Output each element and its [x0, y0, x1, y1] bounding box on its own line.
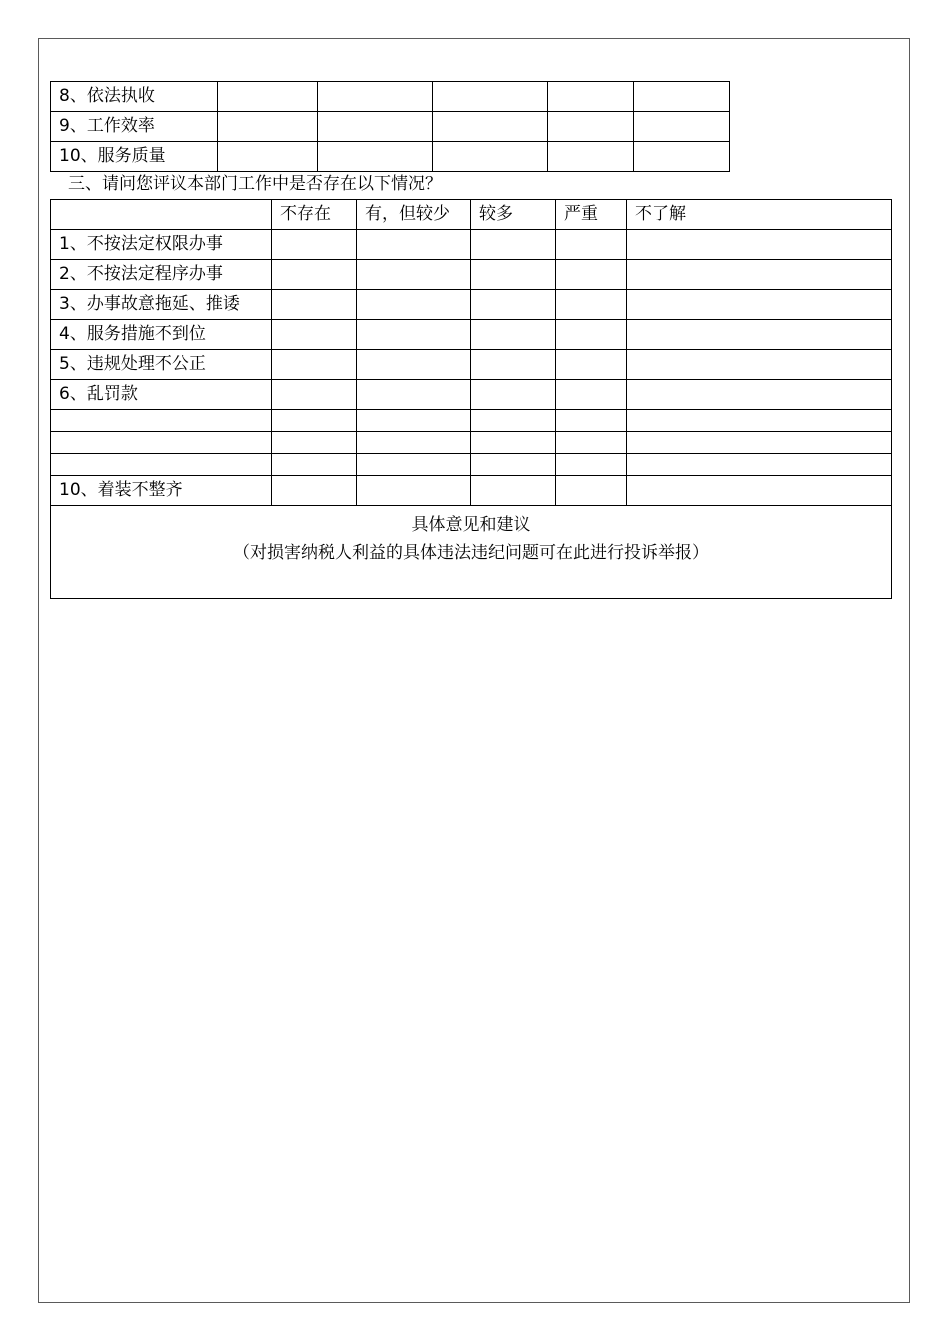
- rating-cell[interactable]: [318, 112, 433, 142]
- check-cell[interactable]: [272, 454, 357, 476]
- opinion-title: 具体意见和建议: [411, 515, 531, 535]
- rating-cell[interactable]: [634, 112, 730, 142]
- check-cell[interactable]: [357, 230, 471, 260]
- rating-cell[interactable]: [318, 82, 433, 112]
- opinion-note: （对损害纳税人利益的具体违法违纪问题可在此进行投诉举报）: [233, 543, 709, 563]
- row-label: [51, 432, 272, 454]
- check-cell[interactable]: [556, 290, 627, 320]
- rating-cell[interactable]: [634, 82, 730, 112]
- row-label: 2、不按法定程序办事: [51, 260, 272, 290]
- check-cell[interactable]: [627, 290, 892, 320]
- check-cell[interactable]: [357, 476, 471, 506]
- row-label: [51, 410, 272, 432]
- table-row: [51, 230, 892, 260]
- check-cell[interactable]: [556, 350, 627, 380]
- table-row: [51, 476, 892, 506]
- rating-cell[interactable]: [218, 142, 318, 172]
- check-cell[interactable]: [556, 320, 627, 350]
- rating-cell[interactable]: [548, 142, 634, 172]
- row-label: 5、违规处理不公正: [51, 350, 272, 380]
- row-label: 1、不按法定权限办事: [51, 230, 272, 260]
- table-row: [51, 410, 892, 432]
- check-cell[interactable]: [471, 260, 556, 290]
- check-cell[interactable]: [471, 432, 556, 454]
- column-header-unknown: 不了解: [627, 200, 892, 230]
- check-cell[interactable]: [627, 432, 892, 454]
- check-cell[interactable]: [357, 454, 471, 476]
- check-cell[interactable]: [272, 476, 357, 506]
- table-header-row: [51, 200, 892, 230]
- check-cell[interactable]: [556, 380, 627, 410]
- row-label: 9、工作效率: [51, 112, 218, 142]
- check-cell[interactable]: [357, 290, 471, 320]
- situation-table: [50, 199, 892, 599]
- check-cell[interactable]: [627, 476, 892, 506]
- table-row: [51, 320, 892, 350]
- row-label: 8、依法执收: [51, 82, 218, 112]
- check-cell[interactable]: [471, 380, 556, 410]
- check-cell[interactable]: [471, 454, 556, 476]
- check-cell[interactable]: [272, 290, 357, 320]
- row-label: 10、服务质量: [51, 142, 218, 172]
- row-label: 10、着装不整齐: [51, 476, 272, 506]
- opinion-row: [51, 506, 892, 599]
- check-cell[interactable]: [471, 320, 556, 350]
- check-cell[interactable]: [272, 432, 357, 454]
- table-row: [51, 432, 892, 454]
- table-row: [51, 112, 730, 142]
- check-cell[interactable]: [627, 350, 892, 380]
- check-cell[interactable]: [556, 432, 627, 454]
- table-row: [51, 290, 892, 320]
- column-header: [51, 200, 272, 230]
- check-cell[interactable]: [471, 410, 556, 432]
- check-cell[interactable]: [627, 410, 892, 432]
- row-label: 4、服务措施不到位: [51, 320, 272, 350]
- rating-cell[interactable]: [634, 142, 730, 172]
- check-cell[interactable]: [357, 410, 471, 432]
- check-cell[interactable]: [272, 260, 357, 290]
- rating-cell[interactable]: [433, 112, 548, 142]
- check-cell[interactable]: [272, 350, 357, 380]
- section-heading: 三、请问您评议本部门工作中是否存在以下情况？: [68, 174, 442, 194]
- check-cell[interactable]: [471, 230, 556, 260]
- check-cell[interactable]: [357, 432, 471, 454]
- check-cell[interactable]: [272, 380, 357, 410]
- table-row: [51, 260, 892, 290]
- check-cell[interactable]: [556, 454, 627, 476]
- rating-cell[interactable]: [548, 82, 634, 112]
- column-header-serious: 严重: [556, 200, 627, 230]
- rating-cell[interactable]: [433, 142, 548, 172]
- check-cell[interactable]: [627, 260, 892, 290]
- rating-cell[interactable]: [218, 82, 318, 112]
- column-header-few: 有，但较少: [357, 200, 471, 230]
- check-cell[interactable]: [272, 320, 357, 350]
- check-cell[interactable]: [272, 410, 357, 432]
- opinion-cell[interactable]: [51, 506, 892, 599]
- column-header-not-exist: 不存在: [272, 200, 357, 230]
- check-cell[interactable]: [556, 230, 627, 260]
- rating-cell[interactable]: [218, 112, 318, 142]
- check-cell[interactable]: [357, 380, 471, 410]
- row-label: 6、乱罚款: [51, 380, 272, 410]
- row-label: 3、办事故意拖延、推诿: [51, 290, 272, 320]
- table-row: [51, 454, 892, 476]
- table-row: [51, 380, 892, 410]
- check-cell[interactable]: [556, 476, 627, 506]
- check-cell[interactable]: [471, 350, 556, 380]
- check-cell[interactable]: [357, 260, 471, 290]
- check-cell[interactable]: [627, 454, 892, 476]
- check-cell[interactable]: [556, 260, 627, 290]
- rating-cell[interactable]: [318, 142, 433, 172]
- table-row: [51, 142, 730, 172]
- check-cell[interactable]: [627, 380, 892, 410]
- check-cell[interactable]: [471, 290, 556, 320]
- evaluation-table-continued: [50, 81, 730, 172]
- rating-cell[interactable]: [548, 112, 634, 142]
- check-cell[interactable]: [272, 230, 357, 260]
- table-row: [51, 82, 730, 112]
- check-cell[interactable]: [471, 476, 556, 506]
- rating-cell[interactable]: [433, 82, 548, 112]
- row-label: [51, 454, 272, 476]
- check-cell[interactable]: [627, 230, 892, 260]
- check-cell[interactable]: [627, 320, 892, 350]
- check-cell[interactable]: [357, 320, 471, 350]
- table-row: [51, 350, 892, 380]
- check-cell[interactable]: [556, 410, 627, 432]
- column-header-many: 较多: [471, 200, 556, 230]
- check-cell[interactable]: [357, 350, 471, 380]
